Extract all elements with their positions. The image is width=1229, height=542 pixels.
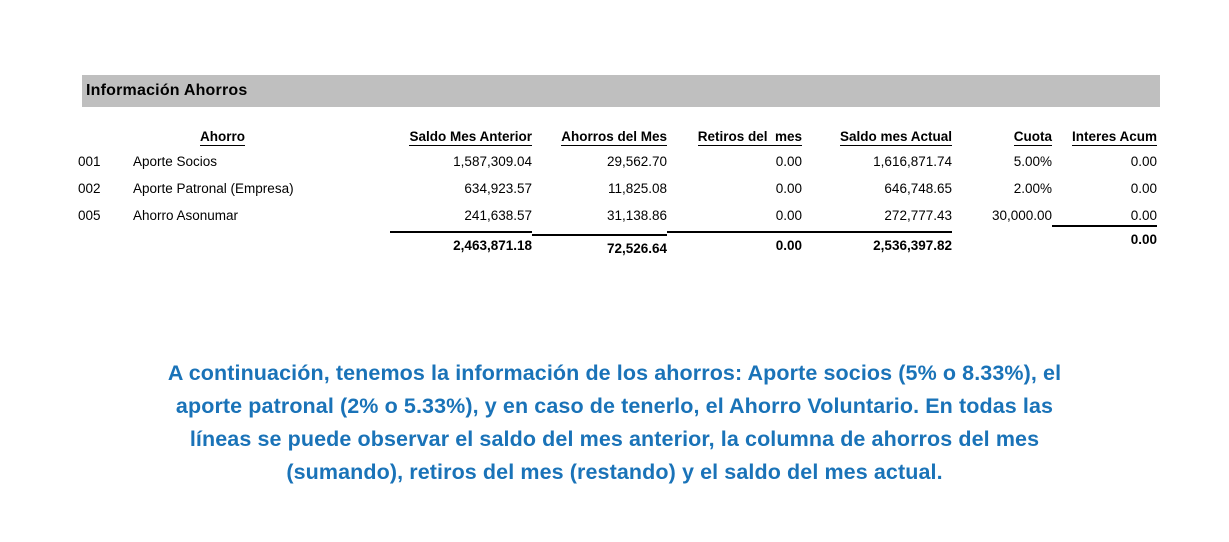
- total-cuota: [952, 229, 1052, 234]
- cell-saldo-anterior: 1,587,309.04: [453, 154, 532, 169]
- total-ahorros-mes: 72,526.64: [532, 234, 667, 256]
- cell-saldo-actual: 272,777.43: [884, 208, 952, 223]
- col-header-saldo-actual: Saldo mes Actual: [839, 128, 952, 144]
- cell-name-empty: [133, 229, 390, 234]
- cell-cuota: 2.00%: [1013, 181, 1052, 196]
- col-header-retiros-mes: Retiros del mes: [697, 128, 802, 144]
- cell-code: 005: [78, 208, 101, 223]
- note-line: (sumando), retiros del mes (restando) y el saldo del mes actual.: [286, 460, 943, 484]
- cell-saldo-anterior: 241,638.57: [464, 208, 532, 223]
- cell-code: 001: [78, 154, 101, 169]
- cell-code: 002: [78, 181, 101, 196]
- col-header-ahorro: Ahorro: [200, 128, 245, 144]
- table-row: [78, 202, 1157, 229]
- col-header-ahorros-mes: Ahorros del Mes: [561, 128, 667, 144]
- total-saldo-actual: 2,536,397.82: [802, 231, 952, 253]
- total-retiros-mes: 0.00: [667, 231, 802, 253]
- annotation-note: [0, 357, 1229, 489]
- cell-retiros-mes: 0.00: [775, 208, 802, 223]
- section-header-bar: [82, 75, 1160, 107]
- cell-name: Aporte Patronal (Empresa): [133, 181, 294, 196]
- cell-retiros-mes: 0.00: [775, 154, 802, 169]
- cell-saldo-actual: 646,748.65: [884, 181, 952, 196]
- cell-interes: 0.00: [1130, 208, 1157, 223]
- note-line: aporte patronal (2% o 5.33%), y en caso de tenerlo, el Ahorro Voluntario. En todas las: [175, 394, 1054, 418]
- cell-ahorros-mes: 11,825.08: [607, 181, 667, 196]
- col-header-cuota: Cuota: [1013, 128, 1052, 144]
- cell-name: Ahorro Asonumar: [133, 208, 239, 223]
- note-line: líneas se puede observar el saldo del mes anterior, la columna de ahorros del mes: [189, 427, 1040, 451]
- cell-saldo-actual: 1,616,871.74: [873, 154, 952, 169]
- total-interes: 0.00: [1052, 225, 1157, 247]
- cell-cuota: 5.00%: [1013, 154, 1052, 169]
- cell-retiros-mes: 0.00: [775, 181, 802, 196]
- cell-ahorros-mes: 29,562.70: [606, 154, 667, 169]
- cell-interes: 0.00: [1130, 154, 1157, 169]
- note-line: A continuación, tenemos la información de los ahorros: Aporte socios (5% o 8.33%), el: [167, 361, 1062, 385]
- table-totals-row: [78, 229, 1157, 259]
- col-header-interes: Interes Acum: [1071, 128, 1157, 144]
- col-header-saldo-anterior: Saldo Mes Anterior: [409, 128, 532, 144]
- cell-name: Aporte Socios: [133, 154, 218, 169]
- cell-interes: 0.00: [1130, 181, 1157, 196]
- table-row: [78, 175, 1157, 202]
- cell-ahorros-mes: 31,138.86: [606, 208, 667, 223]
- section-title: Información Ahorros: [86, 82, 248, 99]
- cell-cuota: 30,000.00: [991, 208, 1052, 223]
- table-row: [78, 148, 1157, 175]
- table-header-row: [78, 126, 1157, 148]
- total-saldo-anterior: 2,463,871.18: [390, 231, 532, 253]
- savings-table: [78, 126, 1157, 259]
- cell-saldo-anterior: 634,923.57: [464, 181, 532, 196]
- cell-code-empty: [78, 229, 133, 234]
